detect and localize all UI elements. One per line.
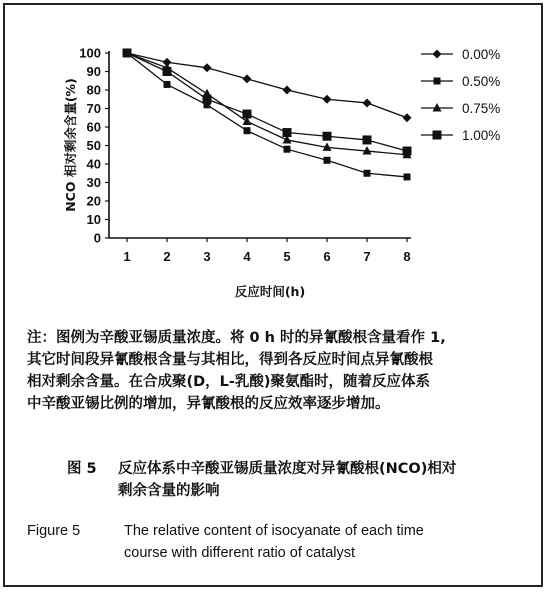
note-line: 注：图例为辛酸亚锡质量浓度。将 0 h 时的异氰酸根含量看作 1, bbox=[27, 330, 446, 346]
y-tick-label: 0 bbox=[93, 230, 101, 246]
data-point bbox=[404, 173, 411, 180]
data-point bbox=[163, 67, 172, 76]
note-line: 相对剩余含量。在合成聚(D，L-乳酸)聚氨酯时，随着反应体系 bbox=[27, 374, 431, 390]
legend-marker bbox=[434, 78, 441, 85]
x-tick-label: 3 bbox=[203, 249, 211, 264]
caption-number: Figure 5 bbox=[27, 523, 81, 539]
data-point bbox=[243, 110, 252, 119]
figure-note bbox=[27, 327, 539, 415]
x-tick-label: 7 bbox=[363, 249, 371, 264]
data-point bbox=[243, 74, 252, 83]
legend-marker bbox=[433, 131, 442, 140]
caption-text bbox=[118, 458, 538, 502]
y-tick-label: 50 bbox=[86, 138, 101, 153]
data-point bbox=[363, 98, 372, 107]
y-tick-label: 40 bbox=[86, 156, 101, 172]
y-tick-label: 70 bbox=[86, 101, 101, 116]
legend-label: 1.00% bbox=[462, 128, 501, 143]
legend-label: 0.75% bbox=[462, 101, 501, 116]
note-line: 中辛酸亚锡比例的增加，异氰酸根的反应效率逐步增加。 bbox=[27, 396, 390, 412]
caption-number: 图 5 bbox=[67, 461, 97, 477]
line-chart bbox=[5, 5, 545, 325]
legend-marker bbox=[433, 103, 442, 112]
x-tick-label: 5 bbox=[283, 249, 291, 264]
data-point bbox=[403, 147, 412, 156]
data-point bbox=[203, 95, 212, 104]
caption-text bbox=[124, 520, 534, 564]
data-point bbox=[323, 95, 332, 104]
legend-marker bbox=[433, 50, 442, 59]
y-tick-label: 30 bbox=[86, 175, 101, 190]
x-tick-label: 4 bbox=[243, 249, 251, 264]
data-point bbox=[203, 63, 212, 72]
y-tick-label: 80 bbox=[86, 82, 101, 98]
caption-line: 反应体系中辛酸亚锡质量浓度对异氰酸根(NCO)相对 bbox=[118, 461, 457, 477]
caption-line: course with different ratio of catalyst bbox=[124, 545, 356, 561]
note-line: 其它时间段异氰酸根含量与其相比，得到各反应时间点异氰酸根 bbox=[27, 352, 433, 368]
caption-line: 剩余含量的影响 bbox=[118, 483, 220, 499]
data-point bbox=[123, 49, 132, 58]
y-tick-label: 60 bbox=[86, 119, 101, 135]
x-tick-label: 2 bbox=[163, 249, 171, 264]
y-tick-label: 100 bbox=[79, 45, 101, 61]
y-tick-label: 90 bbox=[86, 64, 101, 79]
data-point bbox=[283, 86, 292, 95]
x-tick-label: 1 bbox=[123, 249, 131, 264]
data-point bbox=[283, 128, 292, 137]
legend-label: 0.00% bbox=[462, 47, 501, 62]
y-tick-label: 10 bbox=[86, 212, 101, 227]
x-tick-label: 8 bbox=[403, 249, 411, 264]
data-point bbox=[324, 157, 331, 164]
figure-frame bbox=[3, 3, 543, 587]
caption-line: The relative content of isocyanate of each time bbox=[124, 523, 424, 539]
data-point bbox=[164, 81, 171, 88]
y-axis-label: NCO 相对剩余含量(%) bbox=[63, 78, 78, 212]
data-point bbox=[364, 170, 371, 177]
legend-label: 0.50% bbox=[462, 74, 501, 89]
y-tick-label: 20 bbox=[86, 193, 101, 209]
data-point bbox=[363, 135, 372, 144]
data-point bbox=[403, 113, 412, 122]
x-tick-label: 6 bbox=[323, 249, 331, 264]
data-point bbox=[284, 146, 291, 153]
data-point bbox=[323, 132, 332, 141]
data-point bbox=[244, 127, 251, 134]
x-axis-label: 反应时间(h) bbox=[234, 284, 306, 299]
